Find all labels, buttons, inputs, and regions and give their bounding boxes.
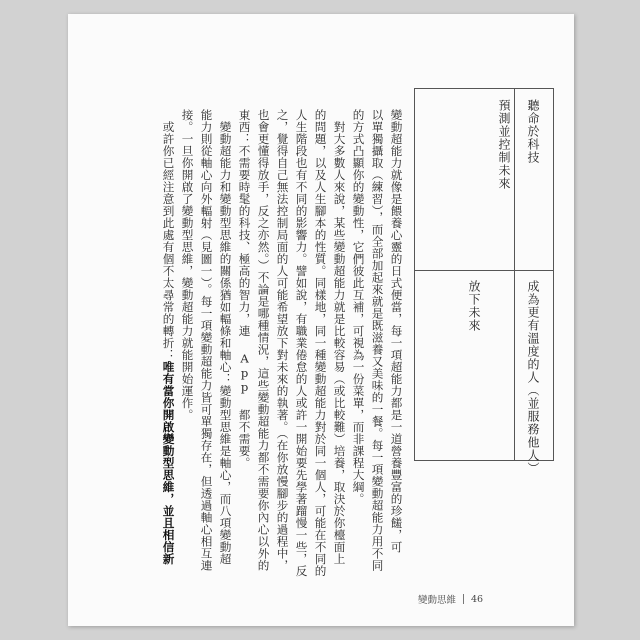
table-cell-r2-left: 放下未來 [467, 280, 481, 332]
body-line-1: 變動超能力就像是餵養心靈的日式便當，每一項超能力都是一道營養豐富的珍饈，可 [389, 109, 404, 553]
table-column-divider [514, 89, 515, 460]
footer-separator [463, 594, 464, 604]
body-line-5: 的問題，以及人生腳本的性質。同樣地，同一種變動超能力對於同一個人，可能在不同的 [313, 109, 328, 577]
body-line-4: 對大多數人來說，某些變動超能力就是比較容易（或比較難）培養，取決於你檯面上 [332, 121, 347, 565]
body-line-11: 能力則從軸心向外輻射（見圖一）。每一項變動超能力皆可單獨存在，但透過軸心相互連 [199, 109, 214, 572]
body-line-9: 東西：不需要時髦的科技、極高的智力，連 App 都不需要。 [237, 109, 252, 469]
body-line-8: 也會更懂得放手，反之亦然。）不論是哪種情況，這些變動超能力都不需要你內心以外的 [256, 109, 271, 572]
book-page [68, 14, 574, 626]
body-line-6: 人生階段也有不同的影響力。譬如說，有職業倦怠的人或許一開始要先學著蹓慢一些，反 [294, 109, 309, 577]
table-cell-r1-left: 預測並控制未來 [497, 99, 511, 190]
table-row-divider [415, 270, 553, 271]
running-title: 變動思維 [418, 595, 457, 606]
body-line-2: 以單獨攝取（練習），而全部加起來就是既滋養又美味的一餐。每一項變動超能力用不同 [370, 109, 385, 572]
body-line-13-plain: 或許你已經注意到此處有個不太尋常的轉折： [161, 121, 176, 361]
body-line-13-emphasis: 唯有當你開啟變動型思維，並且相信新 [161, 361, 176, 565]
body-line-13 [162, 121, 174, 565]
page-number: 46 [471, 593, 484, 605]
body-line-3: 的方式凸顯你的變動性，它們彼此互補，可視為一份菜單，而非課程大綱。 [351, 109, 366, 505]
table-cell-r1-right: 聽命於科技 [526, 99, 540, 164]
comparison-table [414, 88, 554, 475]
body-line-10: 變動超能力和變動型思維的關係猶如輻條和軸心：變動型思維是軸心，而八項變動超 [218, 121, 233, 565]
body-line-12: 接。一旦你開啟了變動型思維，變動超能力就能開始運作。 [180, 109, 195, 421]
table-cell-r2-right: 成為更有溫度的人（並服務他人） [526, 280, 540, 475]
page-footer [418, 592, 483, 606]
body-line-7: 之，覺得自己無法控制局面的人可能希望放下對未來的執著。（在你放慢腳步的過程中， [275, 109, 290, 572]
